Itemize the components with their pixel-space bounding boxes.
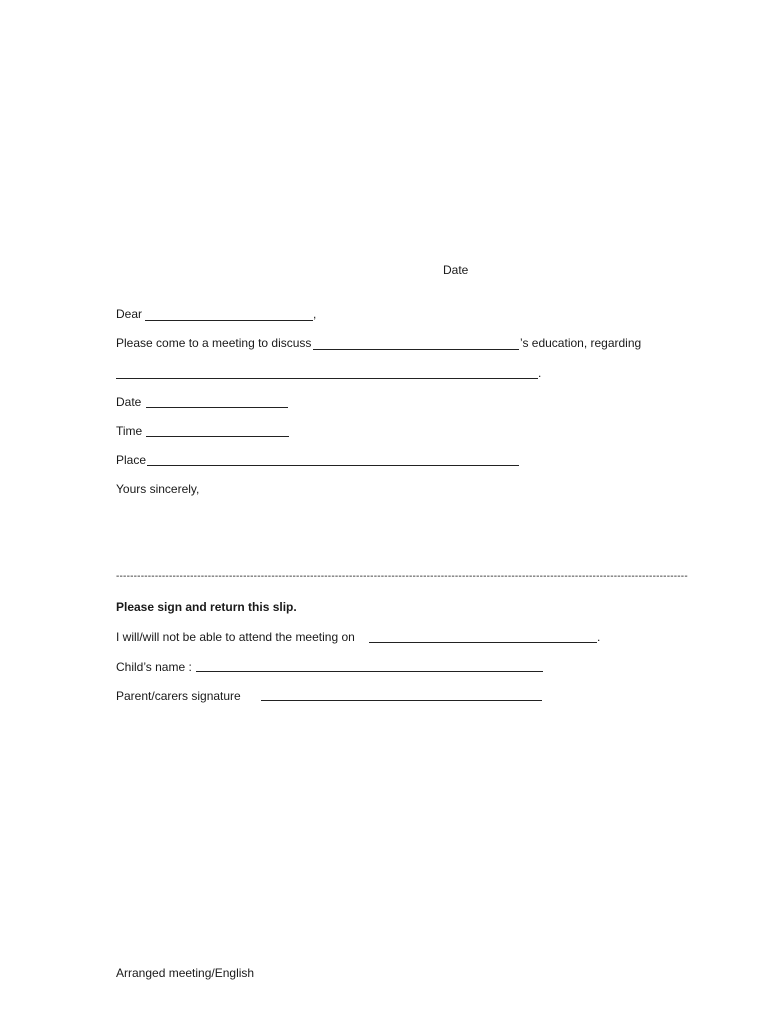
footer-text: Arranged meeting/English (116, 966, 255, 980)
child-name-field[interactable] (196, 671, 543, 672)
letter-date-heading: Date (443, 263, 469, 277)
meeting-time-label: Time (116, 424, 143, 438)
attend-date-field[interactable] (369, 642, 597, 643)
child-name-discuss-field[interactable] (313, 349, 519, 350)
signature-field[interactable] (261, 700, 542, 701)
regarding-field[interactable] (116, 378, 538, 379)
discuss-suffix-text: ’s education, regarding (520, 336, 642, 350)
meeting-place-field[interactable] (147, 465, 519, 466)
dear-comma: , (313, 307, 317, 321)
signature-label: Parent/carers signature (116, 689, 241, 703)
meeting-time-field[interactable] (146, 436, 289, 437)
attend-text: I will/will not be able to attend the meeting on (116, 630, 355, 644)
meeting-place-label: Place (116, 453, 147, 467)
recipient-name-field[interactable] (145, 320, 313, 321)
tear-off-divider: ------------------------------------------------------------------------------------------------------------------------------------------------------------------ (116, 571, 688, 582)
attend-period: . (597, 630, 601, 644)
meeting-date-label: Date (116, 395, 142, 409)
child-name-label: Child’s name : (116, 660, 192, 674)
dear-label: Dear (116, 307, 143, 321)
regarding-period: . (538, 366, 542, 380)
slip-heading: Please sign and return this slip. (116, 600, 297, 614)
letter-closing: Yours sincerely, (116, 482, 200, 496)
meeting-date-field[interactable] (146, 407, 288, 408)
discuss-prefix-text: Please come to a meeting to discuss (116, 336, 312, 350)
